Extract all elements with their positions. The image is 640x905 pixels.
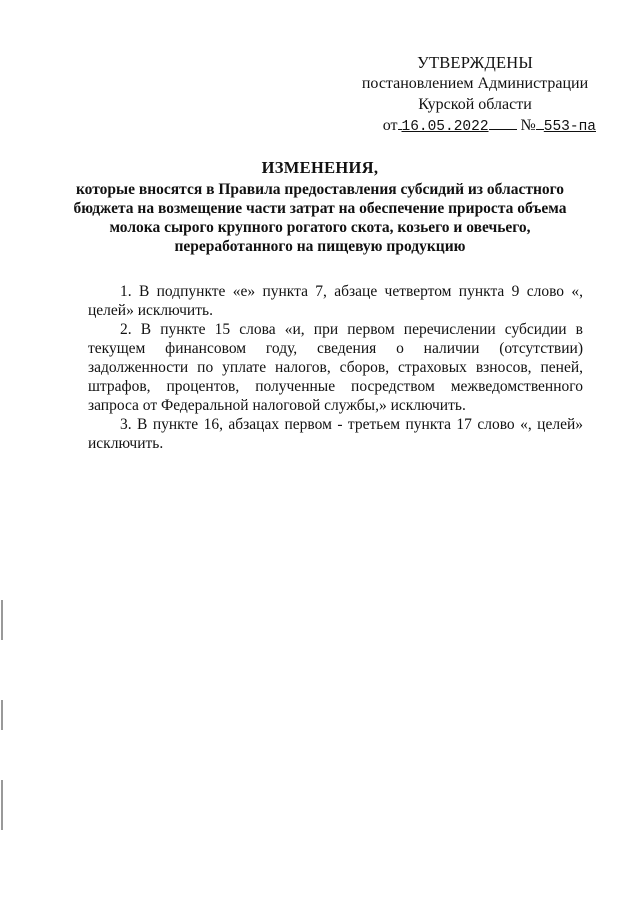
- paragraph-1: 1. В подпункте «е» пункта 7, абзаце четвертом пункта 9 слово «, целей» исключить.: [88, 283, 583, 319]
- approval-title: УТВЕРЖДЕНЫ: [417, 53, 533, 72]
- approval-date-line: [350, 115, 600, 138]
- heading-title: ИЗМЕНЕНИЯ,: [261, 158, 379, 177]
- heading-line-1: которые вносятся в Правила предоставления субсидий из областного: [75, 181, 565, 198]
- date-underline-tail: [489, 117, 517, 130]
- scan-edge-mark: [1, 780, 3, 830]
- document-body: [88, 282, 583, 453]
- heading-line-4: переработанного на пищевую продукцию: [174, 238, 466, 255]
- document-heading: [60, 158, 580, 256]
- paragraph-2: 2. В пункте 15 слова «и, при первом перечислении субсидии в текущем финансовом году, сведения о наличии (отсутствии) задолженности по уплате налогов, сборов, страховых взносов, пеней, штрафов, процентов, полученные посредством межведомственного запроса от Федеральной налоговой службы,» исключить.: [88, 321, 583, 414]
- date-prefix: от: [382, 117, 398, 134]
- scan-edge-mark: [1, 600, 3, 640]
- paragraph-3: 3. В пункте 16, абзацах первом - третьем пункта 17 слово «, целей» исключить.: [88, 416, 583, 452]
- number-value: 553-па: [543, 119, 596, 135]
- number-underline-lead: [536, 117, 544, 130]
- approval-stamp: [350, 52, 600, 138]
- number-prefix: №: [520, 117, 536, 134]
- date-value: 16.05.2022: [401, 119, 489, 135]
- scan-edge-mark: [1, 700, 3, 730]
- heading-line-3: молока сырого крупного рогатого скота, козьего и овечьего,: [109, 219, 531, 236]
- approval-line-2: Курской области: [418, 96, 532, 113]
- approval-line-1: постановлением Администрации: [361, 75, 589, 92]
- heading-line-2: бюджета на возмещение части затрат на обеспечение прироста объема: [73, 200, 567, 217]
